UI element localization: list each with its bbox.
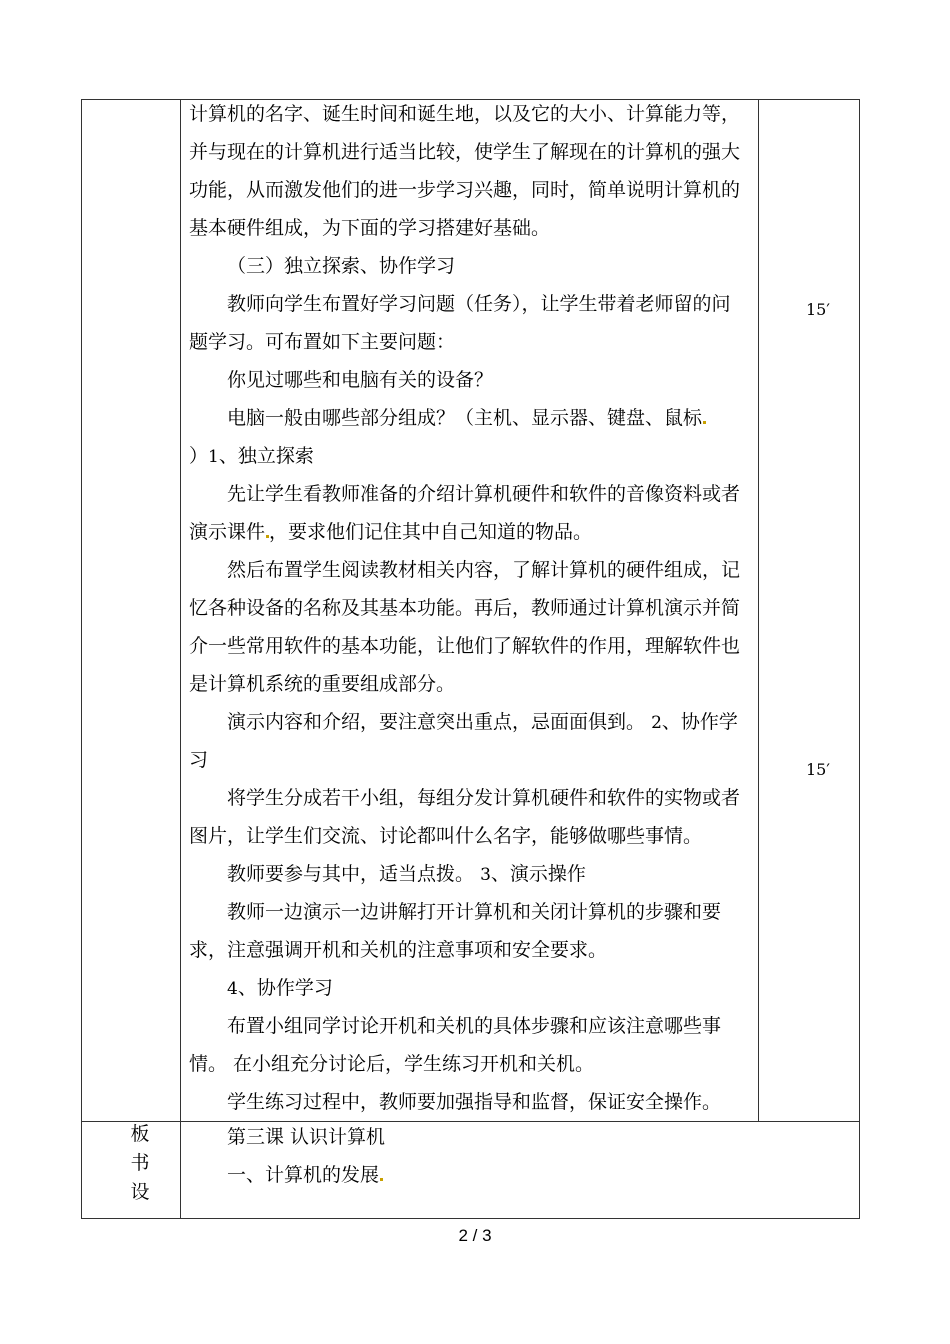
text-line: 将学生分成若干小组，每组分发计算机硬件和软件的实物或者: [227, 787, 741, 809]
text-line: 功能，从而激发他们的进一步学习兴趣，同时，简单说明计算机的: [189, 179, 741, 201]
text-line: [189, 399, 749, 437]
item-number: 4: [227, 979, 238, 999]
text-run: 演示内容和介绍，要注意突出重点，忌面面俱到。: [227, 711, 646, 733]
marker-dot: [703, 421, 706, 424]
text-line: 基本硬件组成，为下面的学习搭建好基础。: [189, 217, 551, 239]
text-line: 教师一边演示一边讲解打开计算机和关闭计算机的步骤和要: [227, 901, 722, 923]
text-line: 情。 在小组充分讨论后，学生练习开机和关机。: [189, 1053, 595, 1075]
text-run: 、协作学: [661, 711, 738, 733]
text-line: 布置小组同学讨论开机和关机的具体步骤和应该注意哪些事: [227, 1015, 722, 1037]
text-line: 你见过哪些和电脑有关的设备？: [227, 369, 494, 391]
time-allocation: 15′: [806, 300, 830, 319]
text-run: 教师要参与其中，适当点拨。: [227, 863, 475, 885]
page-number: 2 / 3: [458, 1226, 492, 1245]
column-divider-left: [180, 99, 181, 1219]
text-run: ，要求他们记住其中自己知道的物品。: [269, 521, 593, 543]
text-line: 图片，让学生们交流、讨论都叫什么名字，能够做哪些事情。: [189, 825, 703, 847]
table-left-border: [81, 99, 82, 1219]
board-label-char: 设: [130, 1181, 150, 1203]
board-label-char: 板: [130, 1123, 150, 1145]
section-heading: （三）独立探索、协作学习: [227, 255, 456, 277]
item-number: 1: [208, 447, 219, 467]
text-line: [189, 513, 749, 551]
text-run: ）: [189, 445, 209, 467]
text-line: 忆各种设备的名称及其基本功能。再后，教师通过计算机演示并简: [189, 597, 741, 619]
marker-dot: [380, 1178, 383, 1181]
text-run: 演示课件: [189, 521, 266, 543]
text-run: 、独立探索: [218, 445, 314, 467]
text-line: 是计算机系统的重要组成部分。: [189, 673, 456, 695]
text-line: 介一些常用软件的基本功能，让他们了解软件的作用，理解软件也: [189, 635, 741, 657]
text-run: 、演示操作: [490, 863, 586, 885]
text-line: 并与现在的计算机进行适当比较，使学生了解现在的计算机的强大: [189, 141, 741, 163]
text-line: 习: [189, 749, 209, 771]
text-line: [189, 855, 749, 894]
text-line: 计算机的名字、诞生时间和诞生地，以及它的大小、计算能力等，: [189, 103, 741, 125]
text-run: 、协作学习: [237, 977, 333, 999]
column-divider-right: [758, 99, 759, 1122]
table-right-border: [859, 99, 860, 1219]
text-line: 题学习。可布置如下主要问题：: [189, 331, 456, 353]
text-line: [189, 969, 749, 1008]
text-line: 求，注意强调开机和关机的注意事项和安全要求。: [189, 939, 608, 961]
item-number: 3: [480, 865, 491, 885]
item-number: 2: [651, 713, 662, 733]
text-run: 电脑一般由哪些部分组成？（主机、显示器、键盘、鼠标: [227, 407, 703, 429]
board-item: [189, 1156, 749, 1194]
table-bottom-border: [81, 1218, 860, 1219]
board-title: 第三课 认识计算机: [227, 1126, 386, 1148]
text-line: [189, 703, 749, 742]
time-allocation: 15′: [806, 760, 830, 779]
text-line: 先让学生看教师准备的介绍计算机硬件和软件的音像资料或者: [227, 483, 741, 505]
text-line: [189, 437, 749, 476]
board-label-char: 书: [130, 1152, 150, 1174]
text-line: 然后布置学生阅读教材相关内容，了解计算机的硬件组成，记: [227, 559, 741, 581]
text-line: 教师向学生布置好学习问题（任务），让学生带着老师留的问: [227, 293, 731, 315]
text-run: 一、计算机的发展: [227, 1164, 380, 1186]
text-line: 学生练习过程中，教师要加强指导和监督，保证安全操作。: [227, 1091, 722, 1113]
